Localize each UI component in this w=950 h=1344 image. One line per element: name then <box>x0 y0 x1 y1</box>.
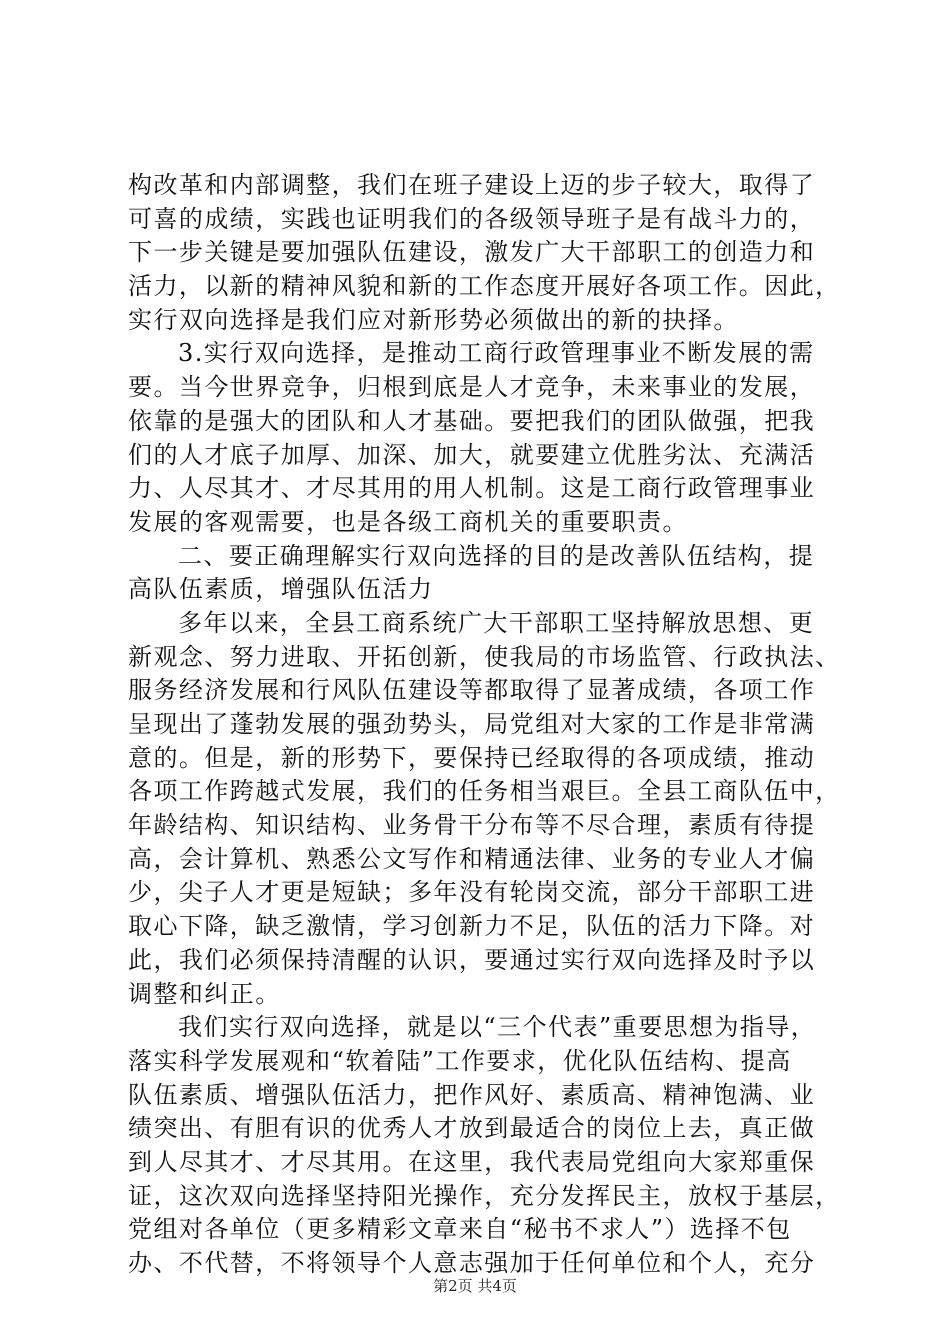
text-line: 取心下降，缺乏激情，学习创新力不足，队伍的活力下降。对 <box>128 912 816 941</box>
text-line: 少，尖子人才更是短缺；多年没有轮岗交流，部分干部职工进 <box>128 878 816 907</box>
text-line: 绩突出、有胆有识的优秀人才放到最适合的岗位上去，真正做 <box>128 1114 816 1143</box>
text-line: 党组对各单位（更多精彩文章来自“秘书不求人”）选择不包 <box>128 1215 792 1244</box>
text-line: 年龄结构、知识结构、业务骨干分布等不尽合理，素质有待提 <box>128 811 816 840</box>
page-number-footer: 第2页 共4页 <box>433 1277 517 1295</box>
section-heading-line: 二、要正确理解实行双向选择的目的是改善队伍结构，提 <box>178 541 815 570</box>
text-line: 落实科学发展观和“软着陆”工作要求，优化队伍结构、提高 <box>128 1046 792 1075</box>
text-line: 力、人尽其才、才尽其用的用人机制。这是工商行政管理事业 <box>128 474 816 503</box>
text-line: 调整和纠正。 <box>128 979 281 1008</box>
text-line: 证，这次双向选择坚持阳光操作，充分发挥民主，放权于基层， <box>128 1181 841 1210</box>
text-line: 意的。但是，新的形势下，要保持已经取得的各项成绩，推动 <box>128 743 816 772</box>
paragraph-start-line: 多年以来，全县工商系统广大干部职工坚持解放思想、更 <box>178 608 815 637</box>
paragraph-start-line: 我们实行双向选择，就是以“三个代表”重要思想为指导， <box>178 1013 817 1042</box>
text-line: 此，我们必须保持清醒的认识，要通过实行双向选择及时予以 <box>128 945 816 974</box>
text-line: 发展的客观需要，也是各级工商机关的重要职责。 <box>128 507 688 536</box>
text-line: 活力，以新的精神风貌和新的工作态度开展好各项工作。因此， <box>128 272 841 301</box>
document-body <box>128 169 841 1281</box>
text-line: 到人尽其才、才尽其用。在这里，我代表局党组向大家郑重保 <box>128 1147 816 1176</box>
text-line: 实行双向选择是我们应对新形势必须做出的新的抉择。 <box>128 305 739 334</box>
text-line: 办、不代替，不将领导个人意志强加于任何单位和个人，充分 <box>128 1249 816 1277</box>
text-line: 队伍素质、增强队伍活力，把作风好、素质高、精神饱满、业 <box>128 1080 816 1109</box>
text-line: 新观念、努力进取、开拓创新，使我局的市场监管、行政执法、 <box>128 642 841 671</box>
text-line: 呈现出了蓬勃发展的强劲势头，局党组对大家的工作是非常满 <box>128 710 816 738</box>
text-line: 要。当今世界竞争，归根到底是人才竞争，未来事业的发展， <box>128 373 816 402</box>
text-line: 依靠的是强大的团队和人才基础。要把我们的团队做强，把我 <box>128 406 816 435</box>
text-line: 可喜的成绩，实践也证明我们的各级领导班子是有战斗力的， <box>128 204 816 233</box>
text-line: 构改革和内部调整，我们在班子建设上迈的步子较大，取得了 <box>128 171 816 199</box>
section-heading-line: 高队伍素质，增强队伍活力 <box>128 575 434 604</box>
text-line: 下一步关键是要加强队伍建设，激发广大干部职工的创造力和 <box>128 238 816 267</box>
text-line: 各项工作跨越式发展，我们的任务相当艰巨。全县工商队伍中， <box>128 777 841 806</box>
paragraph-start-line: 3.实行双向选择，是推动工商行政管理事业不断发展的需 <box>178 339 815 368</box>
text-line: 服务经济发展和行风队伍建设等都取得了显著成绩，各项工作 <box>128 676 816 705</box>
text-line: 们的人才底子加厚、加深、加大，就要建立优胜劣汰、充满活 <box>128 440 816 469</box>
text-line: 高，会计算机、熟悉公文写作和精通法律、业务的专业人才偏 <box>128 844 816 873</box>
